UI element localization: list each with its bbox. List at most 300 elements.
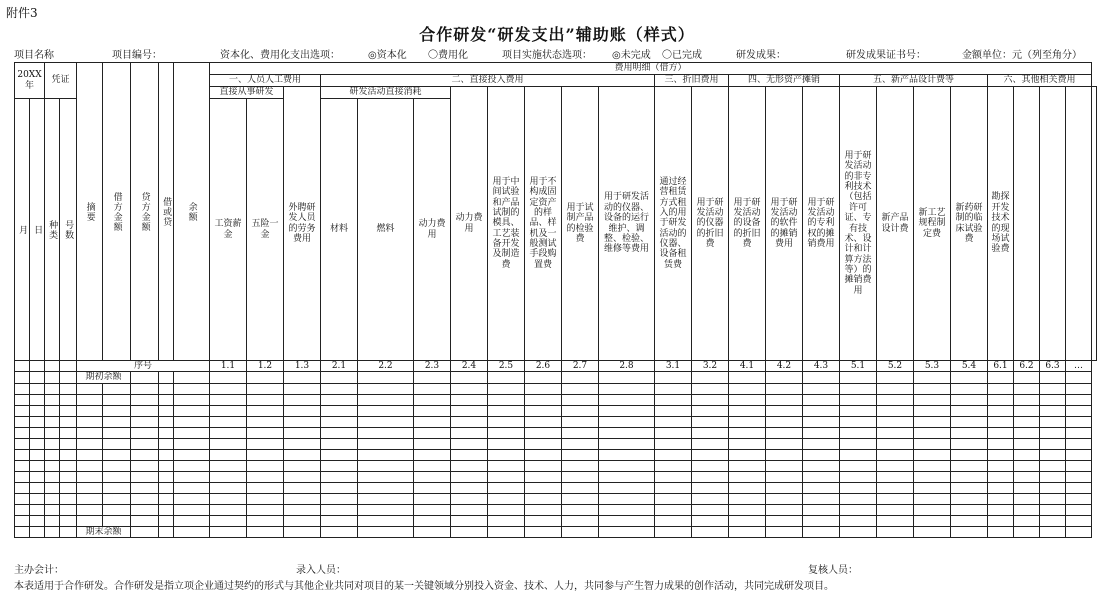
entry-cell[interactable] <box>451 383 488 394</box>
entry-cell[interactable] <box>803 427 840 438</box>
entry-cell[interactable] <box>729 427 766 438</box>
entry-cell[interactable] <box>803 438 840 449</box>
entry-cell[interactable] <box>951 504 988 515</box>
entry-cell[interactable] <box>488 504 525 515</box>
entry-cell[interactable] <box>174 493 210 504</box>
entry-cell[interactable] <box>1066 394 1092 405</box>
entry-cell[interactable] <box>159 416 174 427</box>
entry-cell[interactable] <box>358 372 414 383</box>
entry-cell[interactable] <box>803 526 840 537</box>
entry-cell[interactable] <box>77 438 103 449</box>
entry-cell[interactable] <box>414 416 451 427</box>
entry-cell[interactable] <box>1014 383 1040 394</box>
entry-cell[interactable] <box>103 471 131 482</box>
entry-cell[interactable] <box>358 460 414 471</box>
entry-cell[interactable] <box>358 493 414 504</box>
entry-cell[interactable] <box>77 427 103 438</box>
entry-cell[interactable] <box>840 526 877 537</box>
entry-cell[interactable] <box>729 471 766 482</box>
entry-cell[interactable] <box>1066 438 1092 449</box>
entry-cell[interactable] <box>284 493 321 504</box>
entry-cell[interactable] <box>159 471 174 482</box>
entry-cell[interactable] <box>247 438 284 449</box>
entry-cell[interactable] <box>60 427 77 438</box>
entry-cell[interactable] <box>210 427 247 438</box>
entry-cell[interactable] <box>15 427 30 438</box>
entry-cell[interactable] <box>60 493 77 504</box>
entry-cell[interactable] <box>877 504 914 515</box>
status-option-incomplete[interactable]: ◎未完成 <box>612 50 651 61</box>
entry-cell[interactable] <box>15 394 30 405</box>
entry-cell[interactable] <box>414 383 451 394</box>
entry-cell[interactable] <box>451 427 488 438</box>
entry-cell[interactable] <box>284 383 321 394</box>
entry-cell[interactable] <box>45 449 60 460</box>
entry-cell[interactable] <box>525 515 562 526</box>
entry-cell[interactable] <box>988 383 1014 394</box>
entry-cell[interactable] <box>451 460 488 471</box>
entry-cell[interactable] <box>321 405 358 416</box>
entry-cell[interactable] <box>247 372 284 383</box>
entry-cell[interactable] <box>414 405 451 416</box>
entry-cell[interactable] <box>15 471 30 482</box>
entry-cell[interactable] <box>358 383 414 394</box>
entry-cell[interactable] <box>488 383 525 394</box>
entry-cell[interactable] <box>30 460 45 471</box>
entry-cell[interactable] <box>321 394 358 405</box>
entry-cell[interactable] <box>877 515 914 526</box>
entry-cell[interactable] <box>599 416 655 427</box>
entry-cell[interactable] <box>210 438 247 449</box>
entry-cell[interactable] <box>599 471 655 482</box>
entry-cell[interactable] <box>525 460 562 471</box>
entry-cell[interactable] <box>60 416 77 427</box>
entry-cell[interactable] <box>210 394 247 405</box>
entry-cell[interactable] <box>45 394 60 405</box>
entry-cell[interactable] <box>15 482 30 493</box>
entry-cell[interactable] <box>414 515 451 526</box>
entry-cell[interactable] <box>284 471 321 482</box>
entry-cell[interactable] <box>45 427 60 438</box>
entry-cell[interactable] <box>210 405 247 416</box>
entry-cell[interactable] <box>488 416 525 427</box>
entry-cell[interactable] <box>210 482 247 493</box>
entry-cell[interactable] <box>766 515 803 526</box>
entry-cell[interactable] <box>451 416 488 427</box>
entry-cell[interactable] <box>131 460 159 471</box>
entry-cell[interactable] <box>284 482 321 493</box>
entry-cell[interactable] <box>77 416 103 427</box>
entry-cell[interactable] <box>729 416 766 427</box>
entry-cell[interactable] <box>358 427 414 438</box>
entry-cell[interactable] <box>451 515 488 526</box>
entry-cell[interactable] <box>599 493 655 504</box>
entry-cell[interactable] <box>15 449 30 460</box>
entry-cell[interactable] <box>174 427 210 438</box>
entry-cell[interactable] <box>131 394 159 405</box>
entry-cell[interactable] <box>803 394 840 405</box>
entry-cell[interactable] <box>914 482 951 493</box>
entry-cell[interactable] <box>840 394 877 405</box>
entry-cell[interactable] <box>77 493 103 504</box>
entry-cell[interactable] <box>692 449 729 460</box>
entry-cell[interactable] <box>103 504 131 515</box>
entry-cell[interactable] <box>599 427 655 438</box>
entry-cell[interactable] <box>599 405 655 416</box>
entry-cell[interactable] <box>877 460 914 471</box>
entry-cell[interactable] <box>525 416 562 427</box>
entry-cell[interactable] <box>174 471 210 482</box>
entry-cell[interactable] <box>210 449 247 460</box>
entry-cell[interactable] <box>877 438 914 449</box>
entry-cell[interactable] <box>840 504 877 515</box>
entry-cell[interactable] <box>321 504 358 515</box>
entry-cell[interactable] <box>1040 416 1066 427</box>
entry-cell[interactable] <box>77 449 103 460</box>
entry-cell[interactable] <box>599 515 655 526</box>
entry-cell[interactable] <box>321 460 358 471</box>
entry-cell[interactable] <box>488 405 525 416</box>
entry-cell[interactable] <box>488 394 525 405</box>
entry-cell[interactable] <box>451 449 488 460</box>
entry-cell[interactable] <box>159 438 174 449</box>
entry-cell[interactable] <box>914 383 951 394</box>
entry-cell[interactable] <box>414 427 451 438</box>
entry-cell[interactable] <box>729 515 766 526</box>
entry-cell[interactable] <box>803 460 840 471</box>
entry-cell[interactable] <box>1040 449 1066 460</box>
entry-cell[interactable] <box>655 383 692 394</box>
entry-cell[interactable] <box>247 383 284 394</box>
entry-cell[interactable] <box>210 526 247 537</box>
entry-cell[interactable] <box>1040 438 1066 449</box>
entry-cell[interactable] <box>30 438 45 449</box>
entry-cell[interactable] <box>451 493 488 504</box>
entry-cell[interactable] <box>655 460 692 471</box>
entry-cell[interactable] <box>729 438 766 449</box>
entry-cell[interactable] <box>877 449 914 460</box>
entry-cell[interactable] <box>840 493 877 504</box>
entry-cell[interactable] <box>1040 405 1066 416</box>
entry-cell[interactable] <box>358 504 414 515</box>
entry-cell[interactable] <box>655 449 692 460</box>
entry-cell[interactable] <box>525 526 562 537</box>
entry-cell[interactable] <box>599 482 655 493</box>
entry-cell[interactable] <box>729 383 766 394</box>
entry-cell[interactable] <box>45 460 60 471</box>
entry-cell[interactable] <box>766 394 803 405</box>
entry-cell[interactable] <box>655 427 692 438</box>
entry-cell[interactable] <box>988 438 1014 449</box>
entry-cell[interactable] <box>840 438 877 449</box>
entry-cell[interactable] <box>1040 515 1066 526</box>
entry-cell[interactable] <box>562 504 599 515</box>
entry-cell[interactable] <box>951 449 988 460</box>
entry-cell[interactable] <box>488 449 525 460</box>
entry-cell[interactable] <box>30 493 45 504</box>
entry-cell[interactable] <box>877 526 914 537</box>
entry-cell[interactable] <box>655 471 692 482</box>
entry-cell[interactable] <box>692 405 729 416</box>
entry-cell[interactable] <box>525 493 562 504</box>
entry-cell[interactable] <box>803 372 840 383</box>
entry-cell[interactable] <box>1040 394 1066 405</box>
entry-cell[interactable] <box>803 405 840 416</box>
entry-cell[interactable] <box>488 526 525 537</box>
entry-cell[interactable] <box>766 383 803 394</box>
entry-cell[interactable] <box>358 416 414 427</box>
entry-cell[interactable] <box>30 427 45 438</box>
entry-cell[interactable] <box>131 493 159 504</box>
entry-cell[interactable] <box>174 526 210 537</box>
entry-cell[interactable] <box>131 471 159 482</box>
entry-cell[interactable] <box>766 372 803 383</box>
entry-cell[interactable] <box>988 515 1014 526</box>
entry-cell[interactable] <box>988 405 1014 416</box>
capitalization-option-capitalized[interactable]: ◎资本化 <box>368 50 407 61</box>
entry-cell[interactable] <box>358 405 414 416</box>
entry-cell[interactable] <box>840 515 877 526</box>
entry-cell[interactable] <box>692 460 729 471</box>
entry-cell[interactable] <box>1040 460 1066 471</box>
entry-cell[interactable] <box>988 493 1014 504</box>
entry-cell[interactable] <box>45 482 60 493</box>
entry-cell[interactable] <box>131 416 159 427</box>
entry-cell[interactable] <box>210 383 247 394</box>
entry-cell[interactable] <box>692 471 729 482</box>
entry-cell[interactable] <box>488 372 525 383</box>
entry-cell[interactable] <box>77 460 103 471</box>
entry-cell[interactable] <box>692 372 729 383</box>
entry-cell[interactable] <box>951 482 988 493</box>
entry-cell[interactable] <box>451 438 488 449</box>
entry-cell[interactable] <box>988 416 1014 427</box>
entry-cell[interactable] <box>414 471 451 482</box>
entry-cell[interactable] <box>525 438 562 449</box>
entry-cell[interactable] <box>159 427 174 438</box>
entry-cell[interactable] <box>103 405 131 416</box>
entry-cell[interactable] <box>15 438 30 449</box>
entry-cell[interactable] <box>988 471 1014 482</box>
entry-cell[interactable] <box>562 394 599 405</box>
entry-cell[interactable] <box>488 427 525 438</box>
entry-cell[interactable] <box>692 438 729 449</box>
entry-cell[interactable] <box>414 493 451 504</box>
entry-cell[interactable] <box>1014 515 1040 526</box>
entry-cell[interactable] <box>766 526 803 537</box>
entry-cell[interactable] <box>766 449 803 460</box>
entry-cell[interactable] <box>951 416 988 427</box>
entry-cell[interactable] <box>414 526 451 537</box>
entry-cell[interactable] <box>562 416 599 427</box>
entry-cell[interactable] <box>321 427 358 438</box>
entry-cell[interactable] <box>321 438 358 449</box>
entry-cell[interactable] <box>599 394 655 405</box>
entry-cell[interactable] <box>15 405 30 416</box>
entry-cell[interactable] <box>30 504 45 515</box>
entry-cell[interactable] <box>174 482 210 493</box>
entry-cell[interactable] <box>414 482 451 493</box>
entry-cell[interactable] <box>103 394 131 405</box>
entry-cell[interactable] <box>1040 493 1066 504</box>
entry-cell[interactable] <box>729 504 766 515</box>
entry-cell[interactable] <box>877 493 914 504</box>
entry-cell[interactable] <box>45 493 60 504</box>
entry-cell[interactable] <box>914 460 951 471</box>
entry-cell[interactable] <box>766 427 803 438</box>
entry-cell[interactable] <box>655 515 692 526</box>
entry-cell[interactable] <box>284 416 321 427</box>
entry-cell[interactable] <box>599 438 655 449</box>
entry-cell[interactable] <box>103 449 131 460</box>
entry-cell[interactable] <box>1066 504 1092 515</box>
entry-cell[interactable] <box>159 449 174 460</box>
entry-cell[interactable] <box>103 427 131 438</box>
entry-cell[interactable] <box>247 504 284 515</box>
entry-cell[interactable] <box>30 482 45 493</box>
entry-cell[interactable] <box>692 515 729 526</box>
entry-cell[interactable] <box>951 471 988 482</box>
entry-cell[interactable] <box>951 460 988 471</box>
entry-cell[interactable] <box>766 471 803 482</box>
entry-cell[interactable] <box>15 416 30 427</box>
entry-cell[interactable] <box>692 416 729 427</box>
entry-cell[interactable] <box>1040 372 1066 383</box>
entry-cell[interactable] <box>877 416 914 427</box>
entry-cell[interactable] <box>562 372 599 383</box>
entry-cell[interactable] <box>77 383 103 394</box>
entry-cell[interactable] <box>77 504 103 515</box>
entry-cell[interactable] <box>1014 482 1040 493</box>
entry-cell[interactable] <box>131 405 159 416</box>
entry-cell[interactable] <box>655 416 692 427</box>
entry-cell[interactable] <box>803 504 840 515</box>
entry-cell[interactable] <box>60 438 77 449</box>
entry-cell[interactable] <box>988 482 1014 493</box>
entry-cell[interactable] <box>562 515 599 526</box>
entry-cell[interactable] <box>729 394 766 405</box>
entry-cell[interactable] <box>488 493 525 504</box>
entry-cell[interactable] <box>321 383 358 394</box>
entry-cell[interactable] <box>951 372 988 383</box>
entry-cell[interactable] <box>729 482 766 493</box>
entry-cell[interactable] <box>562 482 599 493</box>
entry-cell[interactable] <box>1014 526 1040 537</box>
entry-cell[interactable] <box>174 416 210 427</box>
entry-cell[interactable] <box>729 493 766 504</box>
entry-cell[interactable] <box>803 493 840 504</box>
entry-cell[interactable] <box>988 526 1014 537</box>
entry-cell[interactable] <box>60 394 77 405</box>
entry-cell[interactable] <box>1014 372 1040 383</box>
entry-cell[interactable] <box>1014 438 1040 449</box>
entry-cell[interactable] <box>174 504 210 515</box>
entry-cell[interactable] <box>210 372 247 383</box>
entry-cell[interactable] <box>803 471 840 482</box>
entry-cell[interactable] <box>247 427 284 438</box>
entry-cell[interactable] <box>414 460 451 471</box>
entry-cell[interactable] <box>655 504 692 515</box>
entry-cell[interactable] <box>284 394 321 405</box>
entry-cell[interactable] <box>60 383 77 394</box>
entry-cell[interactable] <box>729 449 766 460</box>
entry-cell[interactable] <box>988 394 1014 405</box>
entry-cell[interactable] <box>988 372 1014 383</box>
entry-cell[interactable] <box>321 416 358 427</box>
entry-cell[interactable] <box>692 394 729 405</box>
entry-cell[interactable] <box>840 482 877 493</box>
entry-cell[interactable] <box>321 526 358 537</box>
entry-cell[interactable] <box>1040 383 1066 394</box>
status-option-complete[interactable]: 〇已完成 <box>662 50 702 61</box>
entry-cell[interactable] <box>729 405 766 416</box>
entry-cell[interactable] <box>159 460 174 471</box>
entry-cell[interactable] <box>1014 416 1040 427</box>
entry-cell[interactable] <box>247 449 284 460</box>
entry-cell[interactable] <box>45 504 60 515</box>
entry-cell[interactable] <box>247 416 284 427</box>
entry-cell[interactable] <box>103 493 131 504</box>
entry-cell[interactable] <box>525 449 562 460</box>
entry-cell[interactable] <box>247 493 284 504</box>
entry-cell[interactable] <box>358 438 414 449</box>
entry-cell[interactable] <box>877 405 914 416</box>
entry-cell[interactable] <box>247 460 284 471</box>
entry-cell[interactable] <box>766 482 803 493</box>
entry-cell[interactable] <box>131 372 159 383</box>
entry-cell[interactable] <box>655 372 692 383</box>
entry-cell[interactable] <box>321 471 358 482</box>
entry-cell[interactable] <box>914 449 951 460</box>
entry-cell[interactable] <box>174 438 210 449</box>
entry-cell[interactable] <box>951 394 988 405</box>
entry-cell[interactable] <box>159 405 174 416</box>
entry-cell[interactable] <box>414 438 451 449</box>
entry-cell[interactable] <box>1066 383 1092 394</box>
entry-cell[interactable] <box>599 460 655 471</box>
entry-cell[interactable] <box>599 449 655 460</box>
entry-cell[interactable] <box>414 372 451 383</box>
entry-cell[interactable] <box>840 471 877 482</box>
entry-cell[interactable] <box>159 493 174 504</box>
entry-cell[interactable] <box>451 394 488 405</box>
entry-cell[interactable] <box>692 504 729 515</box>
entry-cell[interactable] <box>914 526 951 537</box>
entry-cell[interactable] <box>562 383 599 394</box>
entry-cell[interactable] <box>692 493 729 504</box>
entry-cell[interactable] <box>655 394 692 405</box>
entry-cell[interactable] <box>210 515 247 526</box>
entry-cell[interactable] <box>45 405 60 416</box>
entry-cell[interactable] <box>174 372 210 383</box>
entry-cell[interactable] <box>247 471 284 482</box>
entry-cell[interactable] <box>988 449 1014 460</box>
entry-cell[interactable] <box>1040 526 1066 537</box>
entry-cell[interactable] <box>15 383 30 394</box>
entry-cell[interactable] <box>159 515 174 526</box>
entry-cell[interactable] <box>131 438 159 449</box>
entry-cell[interactable] <box>451 405 488 416</box>
entry-cell[interactable] <box>451 526 488 537</box>
entry-cell[interactable] <box>877 383 914 394</box>
entry-cell[interactable] <box>321 493 358 504</box>
entry-cell[interactable] <box>77 471 103 482</box>
entry-cell[interactable] <box>174 449 210 460</box>
entry-cell[interactable] <box>877 394 914 405</box>
entry-cell[interactable] <box>914 427 951 438</box>
entry-cell[interactable] <box>525 471 562 482</box>
entry-cell[interactable] <box>358 394 414 405</box>
